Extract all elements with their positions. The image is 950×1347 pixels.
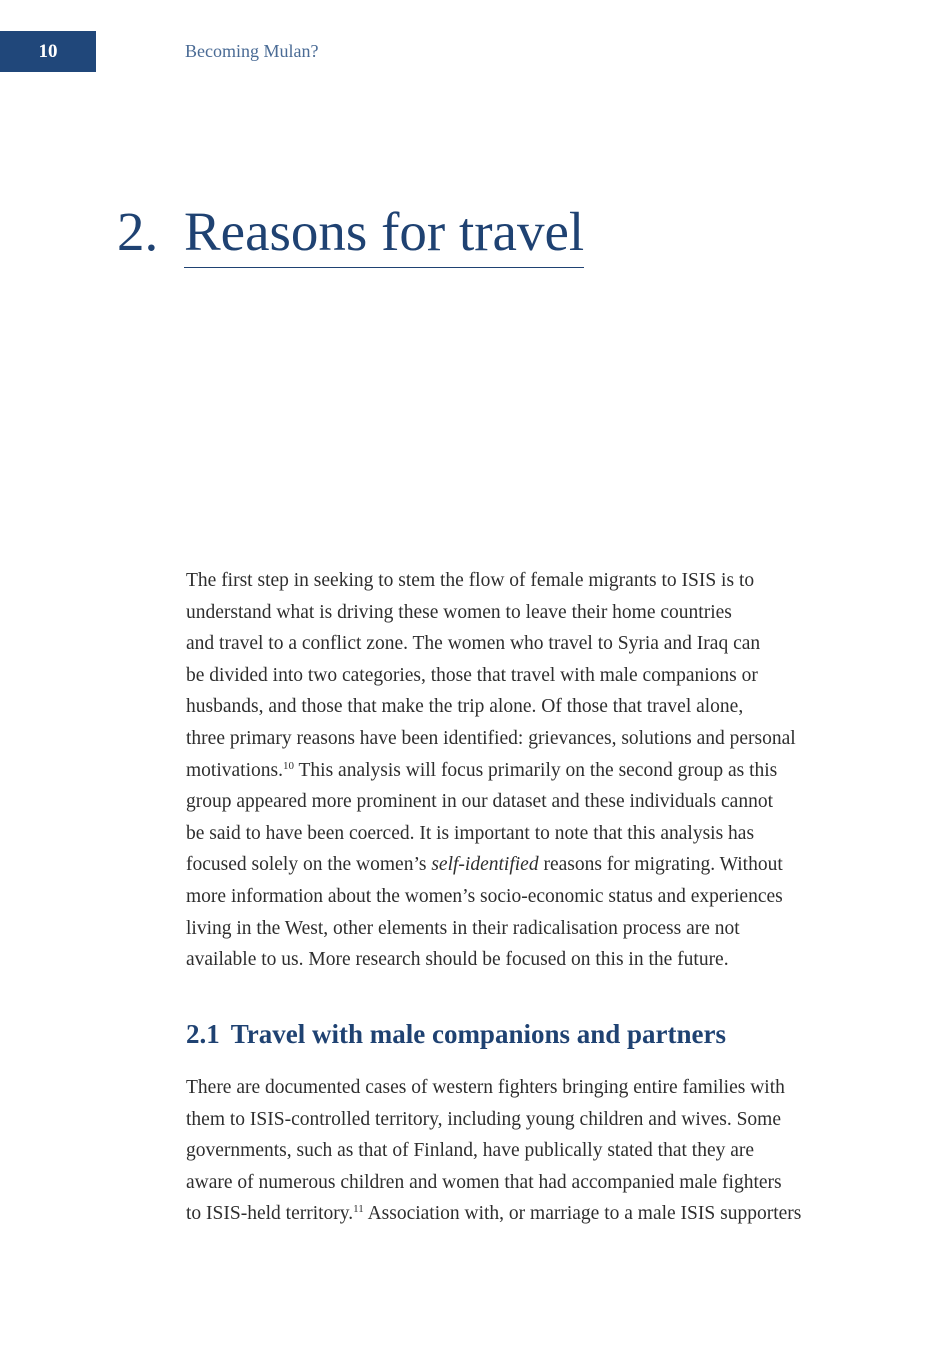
page-number-badge (0, 31, 96, 72)
footnote-ref-10[interactable]: 10 (282, 759, 294, 772)
text-line: group appeared more prominent in our dataset and these individuals cannot (186, 791, 773, 813)
text-segment: focused solely on the women’s (186, 854, 432, 876)
text-line: living in the West, other elements in their radicalisation process are not (186, 917, 740, 939)
text-line: aware of numerous children and women that had accompanied male fighters (186, 1171, 782, 1193)
text-segment: Association with, or marriage to a male ISIS supporters (363, 1203, 802, 1225)
text-line: husbands, and those that make the trip alone. Of those that travel alone, (186, 696, 744, 718)
text-line (186, 1198, 818, 1230)
page-number: 10 (38, 40, 58, 62)
text-segment: reasons for migrating. Without (538, 854, 783, 876)
text-line: more information about the women’s socio-economic status and experiences (186, 885, 783, 907)
text-segment: to ISIS-held territory. (186, 1203, 354, 1225)
text-line: and travel to a conflict zone. The women who travel to Syria and Iraq can (186, 633, 761, 655)
text-line: The first step in seeking to stem the flow of female migrants to ISIS is to (186, 570, 755, 591)
section-number: 2.1 (186, 1019, 220, 1049)
chapter-number: 2. (117, 201, 159, 262)
text-line: There are documented cases of western fighters bringing entire families with (186, 1077, 785, 1098)
text-line: three primary reasons have been identified: grievances, solutions and personal (186, 727, 796, 749)
text-line: available to us. More research should be focused on this in the future. (186, 949, 729, 971)
running-header: Becoming Mulan? (185, 41, 319, 61)
text-line: them to ISIS-controlled territory, including young children and wives. Some (186, 1108, 781, 1130)
text-segment: motivations. (186, 759, 283, 781)
text-line: be divided into two categories, those that travel with male companions or (186, 664, 758, 686)
footnote-ref-11[interactable]: 11 (353, 1203, 364, 1216)
emphasis-text: self-identified (431, 854, 539, 876)
section-title: Travel with male companions and partners (230, 1019, 727, 1049)
text-line (186, 849, 818, 881)
text-line: governments, such as that of Finland, have publically stated that they are (186, 1140, 755, 1162)
text-line: be said to have been coerced. It is important to note that this analysis has (186, 822, 755, 844)
chapter-title: Reasons for travel (184, 204, 584, 268)
section-heading-2-1 (186, 1019, 726, 1050)
paragraph-2 (186, 1072, 818, 1230)
text-line (186, 755, 818, 787)
text-segment: This analysis will focus primarily on the second group as this (293, 759, 778, 781)
paragraph-1 (186, 565, 818, 976)
text-line: understand what is driving these women to leave their home countries (186, 601, 732, 623)
